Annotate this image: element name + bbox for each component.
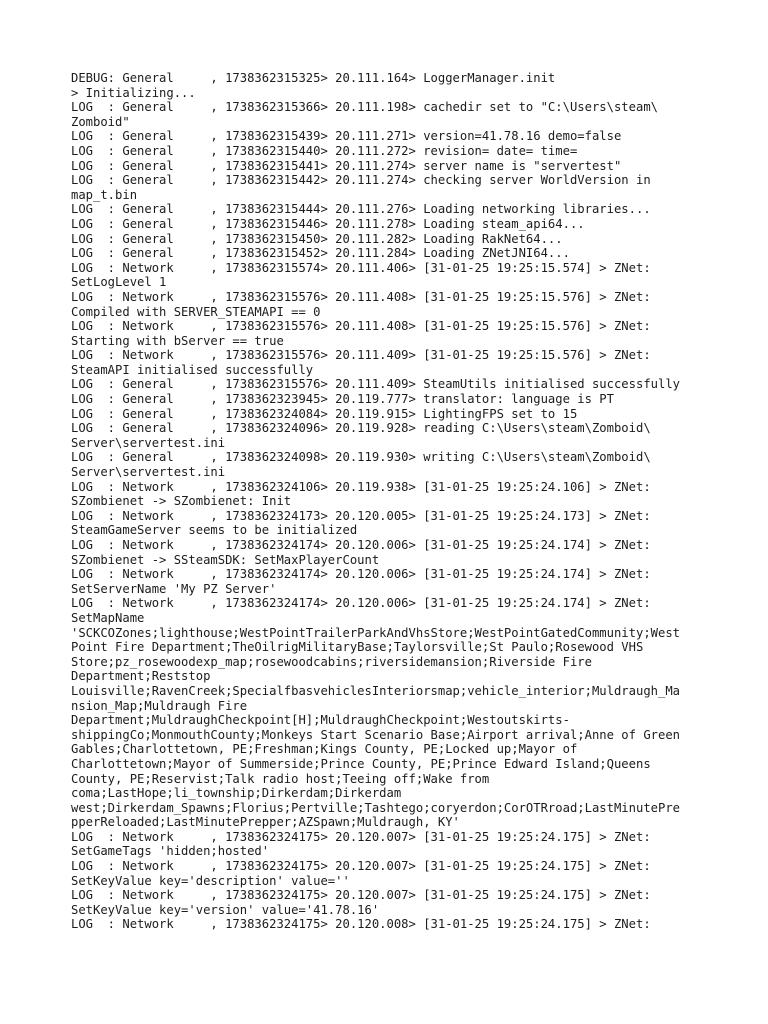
log-line: SetServerName 'My PZ Server' xyxy=(71,581,277,596)
log-line: LOG : General , 1738362315440> 20.111.272> revision= date= time= xyxy=(71,143,578,158)
log-line: pperReloaded;LastMinutePrepper;AZSpawn;Muldraugh, KY' xyxy=(71,815,460,830)
log-line: LOG : Network , 1738362315576> 20.111.408> [31-01-25 19:25:15.576] > ZNet: xyxy=(71,289,651,304)
log-line: Compiled with SERVER_STEAMAPI == 0 xyxy=(71,304,321,319)
log-line: shippingCo;MonmouthCounty;Monkeys Start Scenario Base;Airport arrival;Anne of Green xyxy=(71,727,681,742)
log-line: > Initializing... xyxy=(71,85,196,100)
log-line: SetGameTags 'hidden;hosted' xyxy=(71,844,270,859)
log-line: LOG : General , 1738362315441> 20.111.274> server name is "servertest" xyxy=(71,158,622,173)
log-line: coma;LastHope;li_township;Dirkerdam;Dirkerdam xyxy=(71,786,402,801)
log-line: Point Fire Department;TheOilrigMilitaryBase;Taylorsville;St Paulo;Rosewood VHS xyxy=(71,640,644,655)
log-line: LOG : Network , 1738362324175> 20.120.007> [31-01-25 19:25:24.175] > ZNet: xyxy=(71,859,651,874)
log-line: nsion_Map;Muldraugh Fire xyxy=(71,698,248,713)
log-line: SetKeyValue key='version' value='41.78.16' xyxy=(71,902,380,917)
log-line: SZombienet -> SSteamSDK: SetMaxPlayerCount xyxy=(71,552,380,567)
log-line: LOG : General , 1738362315444> 20.111.276> Loading networking libraries... xyxy=(71,202,651,217)
log-line: LOG : Network , 1738362324173> 20.120.005> [31-01-25 19:25:24.173] > ZNet: xyxy=(71,508,651,523)
log-line: SetLogLevel 1 xyxy=(71,275,167,290)
log-line: Store;pz_rosewoodexp_map;rosewoodcabins;riversidemansion;Riverside Fire xyxy=(71,654,592,669)
log-line: LOG : Network , 1738362324174> 20.120.006> [31-01-25 19:25:24.174] > ZNet: xyxy=(71,538,651,552)
log-line: LOG : Network , 1738362324106> 20.119.938> [31-01-25 19:25:24.106] > ZNet: xyxy=(71,479,651,494)
log-line: 'SCKCOZones;lighthouse;WestPointTrailerParkAndVhsStore;WestPointGatedCommunity;West xyxy=(71,625,681,640)
log-line: SetMapName xyxy=(71,610,145,625)
log-line: SetKeyValue key='description' value='' xyxy=(71,873,350,888)
log-line: LOG : General , 1738362315450> 20.111.282> Loading RakNet64... xyxy=(71,231,563,246)
log-line: SteamAPI initialised successfully xyxy=(71,362,314,377)
log-line: County, PE;Reservist;Talk radio host;Teeing off;Wake from xyxy=(71,771,490,786)
log-line: SteamGameServer seems to be initialized xyxy=(71,523,358,538)
log-line: LOG : General , 1738362324098> 20.119.930> writing C:\Users\steam\Zomboid\ xyxy=(71,450,651,465)
log-line: Charlottetown;Mayor of Summerside;Prince County, PE;Prince Edward Island;Queens xyxy=(71,756,651,771)
log-line: DEBUG: General , 1738362315325> 20.111.164> LoggerManager.init xyxy=(71,71,556,85)
log-line: map_t.bin xyxy=(71,187,138,202)
log-line: LOG : General , 1738362315366> 20.111.198> cachedir set to "C:\Users\steam\ xyxy=(71,100,658,115)
log-line: LOG : General , 1738362315442> 20.111.274> checking server WorldVersion in xyxy=(71,173,651,188)
log-line: Gables;Charlottetown, PE;Freshman;Kings County, PE;Locked up;Mayor of xyxy=(71,742,578,757)
log-line: LOG : General , 1738362324096> 20.119.928> reading C:\Users\steam\Zomboid\ xyxy=(71,421,651,436)
log-line: Server\servertest.ini xyxy=(71,465,226,480)
log-line: LOG : General , 1738362315446> 20.111.278> Loading steam_api64... xyxy=(71,216,585,231)
log-line: LOG : Network , 1738362324175> 20.120.007> [31-01-25 19:25:24.175] > ZNet: xyxy=(71,829,651,844)
log-line: Server\servertest.ini xyxy=(71,435,226,450)
log-line: LOG : General , 1738362315576> 20.111.409> SteamUtils initialised successfully xyxy=(71,377,681,392)
log-line: SZombienet -> SZombienet: Init xyxy=(71,494,292,509)
log-line: Starting with bServer == true xyxy=(71,333,284,348)
log-line: LOG : Network , 1738362324174> 20.120.006> [31-01-25 19:25:24.174] > ZNet: xyxy=(71,567,651,582)
log-line: west;Dirkerdam_Spawns;Florius;Pertville;Tashtego;coryerdon;CorOTRroad;LastMinutePre xyxy=(71,800,681,815)
log-line: LOG : General , 1738362323945> 20.119.777> translator: language is PT xyxy=(71,392,614,407)
log-line: LOG : Network , 1738362315574> 20.111.406> [31-01-25 19:25:15.574] > ZNet: xyxy=(71,260,651,275)
log-line: Department;Reststop xyxy=(71,669,211,684)
log-line: LOG : Network , 1738362324175> 20.120.008> [31-01-25 19:25:24.175] > ZNet: xyxy=(71,917,651,932)
log-line: Department;MuldraughCheckpoint[H];MuldraughCheckpoint;Westoutskirts- xyxy=(71,713,570,728)
log-line: LOG : Network , 1738362315576> 20.111.409> [31-01-25 19:25:15.576] > ZNet: xyxy=(71,348,651,363)
log-line: LOG : General , 1738362315452> 20.111.284> Loading ZNetJNI64... xyxy=(71,246,570,261)
log-line: LOG : Network , 1738362324175> 20.120.007> [31-01-25 19:25:24.175] > ZNet: xyxy=(71,888,651,903)
log-line: LOG : General , 1738362315439> 20.111.271> version=41.78.16 demo=false xyxy=(71,129,622,144)
log-line: Zomboid" xyxy=(71,114,130,129)
log-text-block xyxy=(71,71,728,932)
log-line: LOG : Network , 1738362315576> 20.111.408> [31-01-25 19:25:15.576] > ZNet: xyxy=(71,319,651,334)
log-line: Louisville;RavenCreek;SpecialfbasvehiclesInteriorsmap;vehicle_interior;Muldraugh_Ma xyxy=(71,683,681,698)
log-line: LOG : General , 1738362324084> 20.119.915> LightingFPS set to 15 xyxy=(71,406,578,421)
log-line: LOG : Network , 1738362324174> 20.120.006> [31-01-25 19:25:24.174] > ZNet: xyxy=(71,596,651,611)
